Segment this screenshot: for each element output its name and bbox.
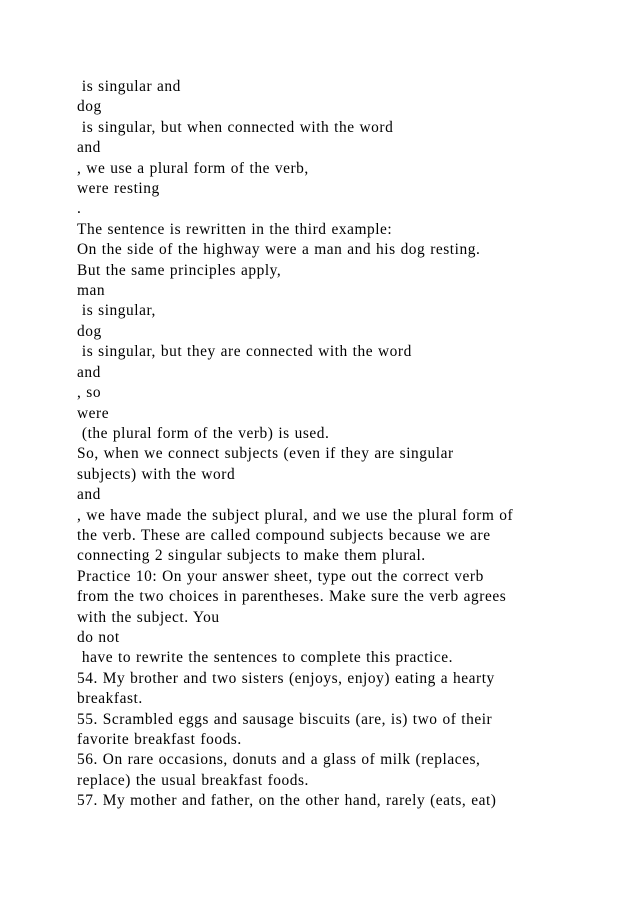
text-line: 55. Scrambled eggs and sausage biscuits (are, is) two of their — [77, 710, 493, 728]
text-line: is singular, but when connected with the word — [77, 118, 394, 136]
text-line: 56. On rare occasions, donuts and a glass of milk (replaces, — [77, 751, 481, 769]
text-line: with the subject. You — [77, 608, 220, 626]
text-line: (the plural form of the verb) is used. — [77, 424, 330, 442]
text-line: the verb. These are called compound subjects because we are — [77, 526, 491, 544]
text-line: and — [77, 486, 101, 504]
text-line: breakfast. — [77, 690, 143, 708]
text-line: But the same principles apply, — [77, 261, 282, 279]
text-line: subjects) with the word — [77, 465, 236, 483]
text-line: Practice 10: On your answer sheet, type out the correct verb — [77, 567, 484, 585]
text-line: 57. My mother and father, on the other hand, rarely (eats, eat) — [77, 792, 497, 810]
text-line: from the two choices in parentheses. Make sure the verb agrees — [77, 588, 507, 606]
text-line: , so — [77, 384, 102, 402]
text-line: were — [77, 404, 110, 422]
text-line: were resting — [77, 180, 160, 198]
text-line: 54. My brother and two sisters (enjoys, enjoy) eating a hearty — [77, 669, 495, 687]
text-line: do not — [77, 628, 120, 646]
text-line: have to rewrite the sentences to complete this practice. — [77, 649, 454, 667]
text-line: replace) the usual breakfast foods. — [77, 771, 309, 789]
text-line: dog — [77, 322, 102, 340]
document-text — [77, 77, 577, 812]
text-line: man — [77, 282, 106, 300]
text-line: The sentence is rewritten in the third example: — [77, 220, 393, 238]
text-line: is singular and — [77, 78, 181, 95]
text-line: connecting 2 singular subjects to make them plural. — [77, 547, 426, 565]
text-line: On the side of the highway were a man and his dog resting. — [77, 241, 481, 259]
text-line: dog — [77, 98, 102, 116]
text-line: favorite breakfast foods. — [77, 731, 242, 748]
text-line: So, when we connect subjects (even if they are singular — [77, 445, 454, 463]
text-line: and — [77, 363, 101, 381]
text-line: , we have made the subject plural, and we use the plural form of — [77, 506, 514, 524]
text-line: , we use a plural form of the verb, — [77, 159, 309, 177]
text-line: . — [77, 200, 82, 218]
text-line: is singular, but they are connected with the word — [77, 343, 412, 361]
text-line: and — [77, 139, 101, 157]
text-line: is singular, — [77, 302, 156, 320]
